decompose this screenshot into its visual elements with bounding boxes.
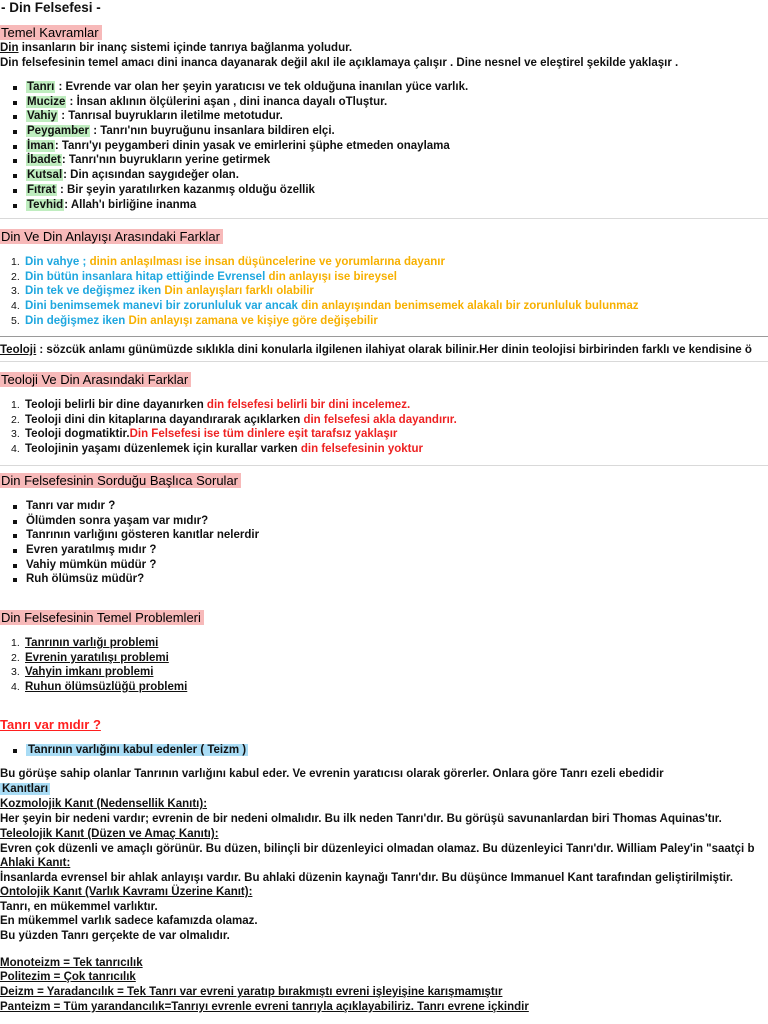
list-item: 3. Din tek ve değişmez iken Din anlayışları farklı olabilir — [11, 285, 314, 298]
term-deizm: Deizm = Yaradancılık = Tek Tanrı var evreni yaratıp bırakmıştı evreni işleyişine karışmamıştır — [0, 986, 503, 998]
list-item: Vahiy mümkün müdür ? — [26, 558, 259, 573]
intro-line-2: Din felsefesinin temel amacı dini inanca dayanarak değil akıl ile açıklamaya çalışır . Dine nesnel ve eleştirel şekilde yaklaşır . — [0, 57, 679, 69]
list-item: Evren yaratılmış mıdır ? — [26, 543, 259, 558]
term-label: Kutsal — [27, 169, 63, 182]
term-definition: : Tanrısal buyrukların iletilme metotudur. — [58, 110, 283, 123]
list-item — [26, 183, 468, 198]
din-anlayisi-list — [0, 255, 639, 328]
kozmolojik-text: Her şeyin bir nedeni vardır; evrenin de bir nedeni olmalıdır. Bu ilk neden Tanrı'dır. Bu görüşü savunanlardan biri Thomas Aquinas'tır. — [0, 813, 722, 825]
section-heading: Din Felsefesinin Temel Problemleri — [0, 610, 204, 625]
list-item — [26, 124, 468, 139]
ahlaki-text: İnsanlarda evrensel bir ahlak anlayışı vardır. Bu ahlaki düzenin kaynağı Tanrı'dır. Bu düşünce Immanuel Kant tarafından geliştirilmiştir. — [0, 872, 734, 884]
teizm-paragraph: Bu görüşe sahip olanlar Tanrının varlığını kabul eder. Ve evrenin yaratıcısı olarak görerler. Onlara göre Tanrı ezeli ebedidir — [0, 768, 664, 780]
divider — [0, 465, 768, 466]
term-definition: : Bir şeyin yaratılırken kazanmış olduğu özellik — [56, 183, 315, 196]
list-item — [26, 198, 468, 213]
list-item — [26, 109, 468, 124]
list-item — [26, 139, 468, 154]
list-item: 2. Evrenin yaratılışı problemi — [11, 651, 169, 664]
section-tanri-var-midir — [0, 717, 101, 734]
term-label: Fıtrat — [27, 183, 56, 196]
divider — [0, 361, 768, 362]
section-temel-kavramlar — [0, 25, 102, 42]
list-item: 2. Teoloji dini din kitaplarına dayandırarak açıklarken din felsefesi akla dayandırır. — [11, 413, 457, 426]
ontolojik-line-1: Tanrı, en mükemmel varlıktır. — [0, 901, 158, 913]
term-definition: : Tanrı'nın buyrukların yerine getirmek — [61, 154, 271, 167]
ontolojik-line-2: En mükemmel varlık sadece kafamızda olamaz. — [0, 915, 258, 927]
problemler-list — [0, 636, 187, 695]
list-item — [26, 743, 248, 758]
keyword-din: Din — [0, 42, 19, 54]
list-item — [26, 80, 468, 95]
ontolojik-line-3: Bu yüzden Tanrı gerçekte de var olmalıdır. — [0, 930, 230, 942]
list-item: 1. Tanrının varlığı problemi — [11, 637, 159, 649]
divider — [0, 218, 768, 219]
list-item: 4. Ruhun ölümsüzlüğü problemi — [11, 681, 188, 694]
document-title: - Din Felsefesi - — [1, 0, 101, 15]
term-panteizm: Panteizm = Tüm yarandancılık=Tanrıyı evrenle evreni tanrıyla açıklayabiliriz. Tanrı evrene içkindir — [0, 1001, 529, 1013]
list-item: 3. Vahyin imkanı problemi — [11, 666, 154, 679]
term-definition: : Evrende var olan her şeyin yaratıcısı ve tek olduğuna inanılan yüce varlık. — [55, 81, 469, 93]
section-heading: Din Felsefesinin Sorduğu Başlıca Sorular — [0, 473, 241, 488]
term-definition: : Tanrı'nın buyruğunu insanlara bildiren elçi. — [90, 125, 335, 138]
section-heading: Tanrı var mıdır ? — [0, 717, 101, 732]
term-label: Tanrı — [27, 81, 55, 93]
kozmolojik-heading: Kozmolojik Kanıt (Nedensellik Kanıtı): — [0, 798, 208, 810]
list-item: 4. Teolojinin yaşamı düzenlemek için kurallar varken din felsefesinin yoktur — [11, 443, 423, 456]
teleolojik-text: Evren çok düzenli ve amaçlı görünür. Bu düzen, bilinçli bir düzenleyici olmadan olamaz. Bu düzenleyici Tanrı'dır. William Paley'in "saatçi b — [0, 843, 755, 855]
term-label: İbadet — [27, 154, 61, 167]
list-item: 1. Teoloji belirli bir dine dayanırken din felsefesi belirli bir dini incelemez. — [11, 399, 411, 411]
section-problemler — [0, 610, 204, 627]
list-item: 2. Din bütün insanlara hitap ettiğinde Evrensel din anlayışı ise bireysel — [11, 270, 397, 283]
divider — [0, 336, 768, 337]
list-item: Tanrı var mıdır ? — [26, 499, 259, 514]
list-item: Ölümden sonra yaşam var mıdır? — [26, 514, 259, 529]
teleolojik-heading: Teleolojik Kanıt (Düzen ve Amaç Kanıtı): — [0, 828, 219, 840]
teizm-label: Tanrının varlığını kabul edenler ( Teizm ) — [28, 744, 247, 756]
list-item: 3. Teoloji dogmatiktir.Din Felsefesi ise tüm dinlere eşit tarafsız yaklaşır — [11, 428, 398, 441]
list-item: Tanrının varlığını gösteren kanıtlar nelerdir — [26, 529, 260, 542]
intro-text: insanların bir inanç sistemi içinde tanrıya bağlanma yoludur. — [18, 42, 353, 54]
section-heading: Temel Kavramlar — [0, 25, 102, 40]
section-din-anlayisi — [0, 229, 223, 246]
term-monoteizm: Monoteizm = Tek tanrıcılık — [0, 957, 143, 969]
term-definition: : İnsan aklının ölçülerini aşan , dini inanca dayalı oTluştur. — [66, 95, 388, 108]
list-item: 5. Din değişmez iken Din anlayışı zamana ve kişiye göre değişebilir — [11, 314, 378, 327]
teizm-list — [0, 743, 248, 758]
term-label: Mucize — [27, 95, 66, 108]
sorular-list — [0, 499, 259, 587]
term-label: Peygamber — [27, 125, 90, 138]
ahlaki-heading: Ahlaki Kanıt: — [0, 857, 71, 869]
term-definition: : Allah'ı birliğine inanma — [64, 198, 197, 211]
kanitlar-label: Kanıtları — [2, 783, 49, 795]
section-heading: Din Ve Din Anlayışı Arasındaki Farklar — [0, 229, 223, 244]
list-item: 1. Din vahye ; dinin anlaşılması ise insan düşüncelerine ve yorumlarına dayanır — [11, 256, 445, 268]
intro-line-1 — [0, 41, 352, 56]
concept-list — [0, 80, 468, 212]
teoloji-definition: Teoloji : sözcük anlamı günümüzde sıklıkla dini konularla ilgilenen ilahiyat olarak bilinir.Her dinin teolojisi birbirinden farklı ve kendisine ö — [0, 344, 752, 356]
term-label: Vahiy — [27, 110, 58, 123]
keyword-teoloji: Teoloji — [0, 344, 37, 356]
term-definition: : Din açısından saygıdeğer olan. — [63, 169, 239, 182]
section-heading: Teoloji Ve Din Arasındaki Farklar — [0, 372, 191, 387]
term-label: İman — [27, 139, 54, 152]
list-item: 4. Dini benimsemek manevi bir zorunluluk var ancak din anlayışından benimsemek alakalı bir zorunluluk bulunmaz — [11, 300, 639, 313]
list-item — [26, 95, 468, 110]
term-politeizm: Politezim = Çok tanrıcılık — [0, 971, 136, 983]
teoloji-din-list — [0, 398, 457, 457]
list-item — [26, 168, 468, 183]
section-teoloji-din — [0, 372, 191, 389]
list-item — [26, 153, 468, 168]
term-label: Tevhid — [27, 198, 64, 211]
term-definition: : Tanrı'yı peygamberi dinin yasak ve emirlerini şüphe etmeden onaylama — [54, 139, 450, 152]
list-item: Ruh ölümsüz müdür? — [26, 572, 259, 587]
ontolojik-heading: Ontolojik Kanıt (Varlık Kavramı Üzerine Kanıt): — [0, 886, 253, 898]
section-sorular — [0, 473, 241, 490]
